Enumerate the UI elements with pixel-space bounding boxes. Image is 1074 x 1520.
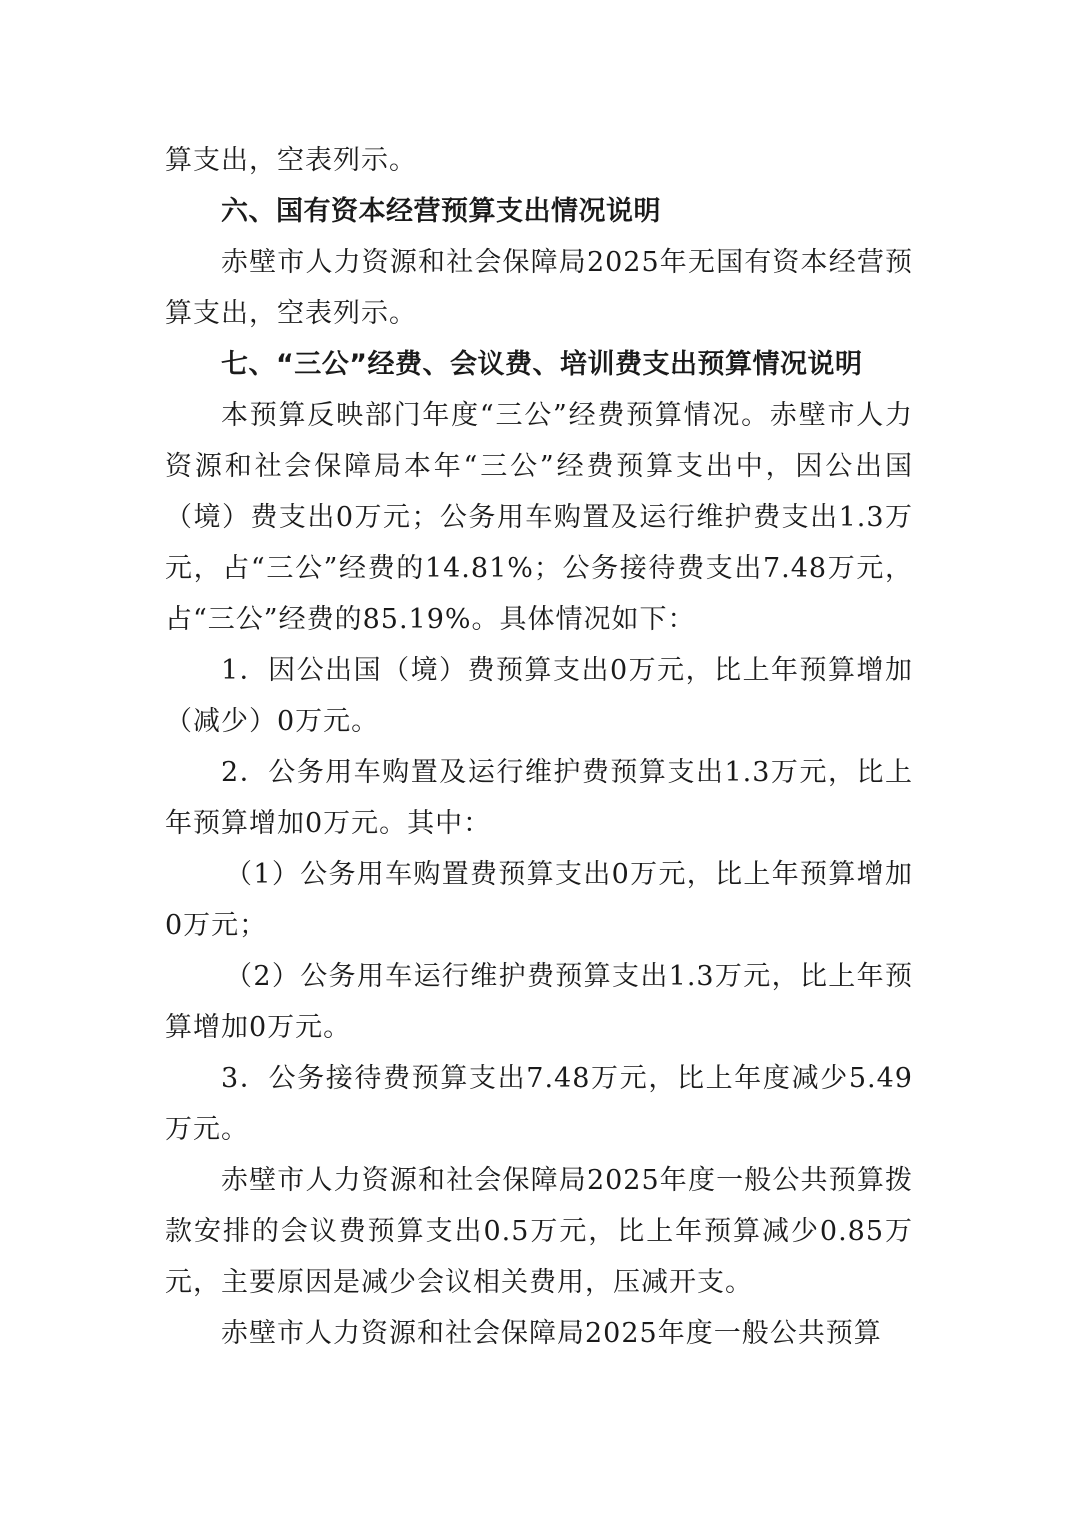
paragraph-item-3: 3．公务接待费预算支出7.48万元，比上年度减少5.49万元。 [165,1063,913,1145]
section-heading-6: 六、国有资本经营预算支出情况说明 [221,196,661,227]
paragraph-state-capital: 赤壁市人力资源和社会保障局2025年无国有资本经营预算支出，空表列示。 [165,247,913,329]
paragraph-item-2: 2．公务用车购置及运行维护费预算支出1.3万元，比上年预算增加0万元。其中： [165,757,913,839]
document-body [165,135,913,1359]
paragraph-subitem-2: （2）公务用车运行维护费预算支出1.3万元，比上年预算增加0万元。 [165,961,913,1043]
paragraph-training-fee: 赤壁市人力资源和社会保障局2025年度一般公共预算 [221,1318,882,1349]
paragraph-continuation: 算支出，空表列示。 [165,145,417,176]
paragraph-subitem-1: （1）公务用车购置费预算支出0万元，比上年预算增加0万元； [165,859,913,941]
paragraph-item-1: 1．因公出国（境）费预算支出0万元，比上年预算增加（减少）0万元。 [165,655,913,737]
section-heading-7: 七、“三公”经费、会议费、培训费支出预算情况说明 [221,349,863,380]
paragraph-three-public-overview: 本预算反映部门年度“三公”经费预算情况。赤壁市人力资源和社会保障局本年“三公”经费预算支出中，因公出国（境）费支出0万元；公务用车购置及运行维护费支出1.3万元，占“三公”经费的14.81%；公务接待费支出7.48万元，占“三公”经费的85.19%。具体情况如下： [165,400,913,635]
paragraph-meeting-fee: 赤壁市人力资源和社会保障局2025年度一般公共预算拨款安排的会议费预算支出0.5万元，比上年预算减少0.85万元，主要原因是减少会议相关费用，压减开支。 [165,1165,913,1298]
